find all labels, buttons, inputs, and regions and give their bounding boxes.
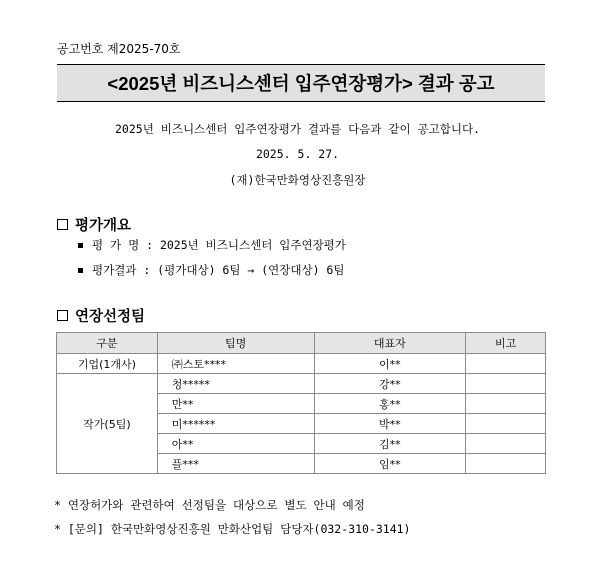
section-heading-selected bbox=[57, 305, 145, 326]
note-cell bbox=[466, 354, 546, 374]
section-heading-overview bbox=[57, 214, 131, 235]
column-header-category: 구분 bbox=[57, 333, 158, 354]
note-cell bbox=[466, 434, 546, 454]
organization-name: (재)한국만화영상진흥원장 bbox=[229, 173, 366, 187]
category-cell: 작가(5팀) bbox=[57, 374, 158, 474]
page-title: <2025년 비즈니스센터 입주연장평가> 결과 공고 bbox=[57, 64, 545, 102]
column-header-representative: 대표자 bbox=[314, 333, 466, 354]
team-cell: 청***** bbox=[157, 374, 314, 394]
section-heading-overview-label: 평가개요 bbox=[75, 218, 132, 234]
column-header-team: 팀명 bbox=[157, 333, 314, 354]
representative-cell: 이** bbox=[314, 354, 466, 374]
team-cell: ㈜스토**** bbox=[157, 354, 314, 374]
note-cell bbox=[466, 454, 546, 474]
representative-cell: 김** bbox=[314, 434, 466, 454]
bullet-icon bbox=[78, 268, 83, 273]
checkbox-square-icon bbox=[57, 219, 68, 230]
representative-cell: 강** bbox=[314, 374, 466, 394]
team-cell: 만** bbox=[157, 394, 314, 414]
note-cell bbox=[466, 394, 546, 414]
footnote-guidance: * 연장허가와 관련하여 선정팀을 대상으로 별도 안내 예정 bbox=[54, 498, 365, 512]
team-cell: 플*** bbox=[157, 454, 314, 474]
overview-item-name bbox=[78, 237, 346, 253]
footnote-contact: * [문의] 한국만화영상진흥원 만화산업팀 담당자(032-310-3141) bbox=[54, 522, 411, 536]
table-header-row bbox=[57, 333, 546, 354]
overview-item-result-text: 평가결과 : (평가대상) 6팀 → (연장대상) 6팀 bbox=[92, 263, 345, 277]
representative-cell: 박** bbox=[314, 414, 466, 434]
table-row bbox=[57, 354, 546, 374]
note-cell bbox=[466, 414, 546, 434]
table-row bbox=[57, 374, 546, 394]
column-header-note: 비고 bbox=[466, 333, 546, 354]
checkbox-square-icon bbox=[57, 310, 68, 321]
note-cell bbox=[466, 374, 546, 394]
team-cell: 미****** bbox=[157, 414, 314, 434]
selected-teams-table bbox=[56, 332, 546, 474]
bullet-icon bbox=[78, 243, 83, 248]
overview-item-name-text: 평 가 명 : 2025년 비즈니스센터 입주연장평가 bbox=[92, 238, 346, 252]
section-heading-selected-label: 연장선정팀 bbox=[75, 309, 146, 325]
intro-text: 2025년 비즈니스센터 입주연장평가 결과를 다음과 같이 공고합니다. bbox=[115, 122, 480, 136]
team-cell: 아** bbox=[157, 434, 314, 454]
overview-item-result bbox=[78, 262, 344, 278]
notice-date: 2025. 5. 27. bbox=[255, 147, 340, 161]
representative-cell: 홍** bbox=[314, 394, 466, 414]
notice-number: 공고번호 제2025-70호 bbox=[57, 42, 181, 56]
category-cell: 기업(1개사) bbox=[57, 354, 158, 374]
representative-cell: 임** bbox=[314, 454, 466, 474]
